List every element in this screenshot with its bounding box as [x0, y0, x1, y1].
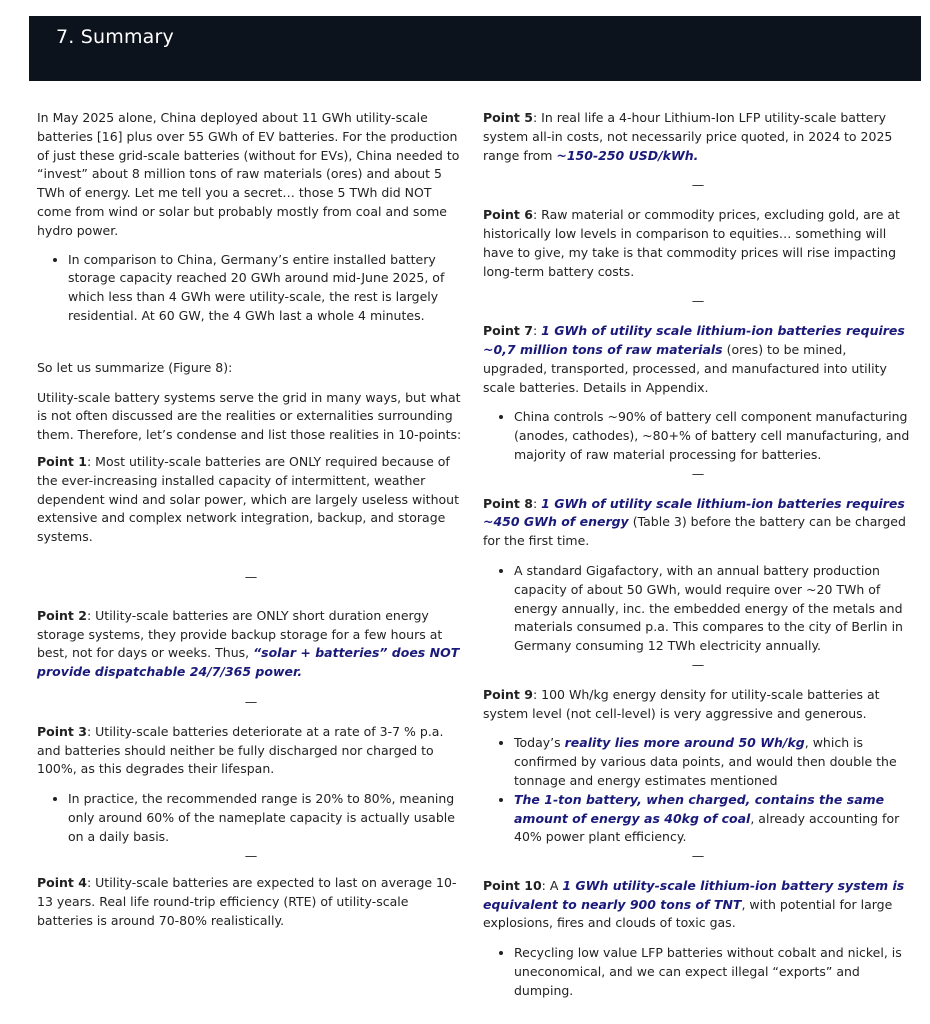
list-item: • In practice, the recommended range is 20% to 80%, meaning only around 60% of the nameplate capacity is actually usable on a daily basis.: [68, 790, 465, 846]
point-label: Point 4: [37, 875, 87, 891]
separator: —: [691, 293, 705, 309]
point-text: , with potential for large explosions, fires and clouds of toxic gas.: [483, 896, 893, 931]
section-header: [29, 16, 921, 81]
point-label: Point 3: [37, 723, 87, 739]
separator: —: [244, 568, 258, 584]
point-highlight: 1 GWh of utility scale lithium-ion batteries requires ~0,7 million tons of raw materials: [483, 323, 905, 357]
point-text: : Utility-scale batteries are expected to last on average 10-13 years. Real life round-trip efficiency (RTE) of utility-scale batteries is around 70-80% realistically.: [37, 875, 457, 928]
point-8: [483, 495, 913, 551]
point-label: Point 7: [483, 323, 533, 339]
list-item: • Recycling low value LFP batteries without cobalt and nickel, is uneconomical, and we can expect illegal “exports” and dumping.: [514, 944, 913, 1000]
point-label: Point 9: [483, 686, 533, 702]
point-text: : A: [541, 877, 563, 893]
point-text: : Utility-scale batteries deteriorate at a rate of 3-7 % p.a. and batteries should neither be fully discharged nor charged to 100%, as this degrades their lifespan.: [37, 723, 444, 777]
point-9-list: [483, 734, 913, 847]
point-3: [37, 723, 465, 779]
section-title: 7. Summary: [56, 26, 174, 48]
point-text: : 100 Wh/kg energy density for utility-scale batteries at system level (not cell-level) is very aggressive and generous.: [483, 686, 880, 721]
point-highlight: 1 GWh utility-scale lithium-ion battery system is equivalent to nearly 900 tons of TNT: [483, 877, 905, 912]
separator: —: [691, 465, 705, 481]
point-7: [483, 322, 913, 397]
point-highlight: 1 GWh of utility scale lithium-ion batteries requires ~450 GWh of energy: [483, 495, 905, 530]
separator: —: [244, 847, 258, 863]
right-column: [483, 109, 913, 1001]
list-item: • China controls ~90% of battery cell component manufacturing (anodes, cathodes), ~80+% of battery cell manufacturing, and majority of raw material processing for batteries.: [514, 408, 913, 464]
point-1: [37, 453, 465, 547]
point-4: [37, 874, 465, 930]
item-text: , already accounting for 40% power plant efficiency.: [514, 810, 900, 845]
point-text: : In real life a 4-hour Lithium-Ion LFP utility-scale battery system all-in costs, not necessarily price quoted, in 2024 to 2025 range from: [483, 110, 893, 163]
item-text: Today’s: [514, 735, 565, 751]
point-text: : Utility-scale batteries are ONLY short duration energy storage systems, they provide backup storage for a few hours at best, not for days or weeks. Thus,: [37, 607, 443, 661]
list-item: • A standard Gigafactory, with an annual battery production capacity of about 50 GWh, would require over ~20 TWh of energy annually, inc. the embedded energy of the metals and materials consumed p.a. This compares to the city of Berlin in Germany consuming 12 TWh electricity annually.: [514, 562, 913, 656]
point-5: [483, 109, 913, 165]
point-10: [483, 877, 913, 933]
point-label: Point 6: [483, 207, 533, 223]
overview-paragraph: Utility-scale battery systems serve the grid in many ways, but what is not often discussed are the realities or externalities surrounding them. Therefore, let’s condense and list those realities in 10-points:: [37, 389, 462, 443]
item-highlight: reality lies more around 50 Wh/kg: [564, 735, 805, 751]
point-6: [483, 206, 913, 281]
point-10-list: [483, 944, 913, 1000]
point-text: : Raw material or commodity prices, excluding gold, are at historically low levels in comparison to equities… something will have to give, my take is that commodity prices will rise impacting long-term battery costs.: [483, 207, 900, 279]
separator: —: [244, 693, 258, 709]
point-label: Point 8: [483, 495, 533, 511]
point-label: Point 5: [483, 110, 533, 125]
list-item: [514, 791, 913, 847]
point-text: : Most utility-scale batteries are ONLY required because of the ever-increasing installed capacity of intermittent, weather dependent wind and solar power, which are largely useless without extensive and complex network integration, backup, and storage systems.: [37, 453, 459, 545]
list-item: • In comparison to China, Germany’s entire installed battery storage capacity reached 20 GWh around mid-June 2025, of which less than 4 GWh were utility-scale, the rest is largely residential. At 60 GW, the 4 GWh last a whole 4 minutes.: [68, 251, 465, 326]
separator: —: [691, 848, 705, 864]
item-text: , which is confirmed by various data points, and would then double the tonnage and energy estimates mentioned: [514, 735, 897, 788]
point-text: (Table 3) before the battery can be charged for the first time.: [483, 514, 906, 549]
item-highlight: The 1-ton battery, when charged, contains the same amount of energy as 40kg of coal: [514, 791, 885, 826]
list-item: [514, 734, 913, 790]
intro-paragraph: In May 2025 alone, China deployed about 11 GWh utility-scale batteries [16] plus over 55 GWh of EV batteries. For the production of just these grid-scale batteries (without for EVs), China needed to “invest” about 8 million tons of raw materials (ores) and about 5 TWh of energy. Let me tell you a secret… those 5 TWh did NOT come from wind or solar but probably mostly from coal and some hydro power.: [37, 110, 460, 238]
point-text: :: [532, 323, 542, 339]
point-label: Point 1: [37, 453, 87, 469]
left-column: [37, 109, 465, 931]
summarize-line: So let us summarize (Figure 8):: [37, 359, 233, 375]
point-highlight: ~150-250 USD/kWh.: [556, 147, 699, 163]
point-label: Point 10: [483, 877, 542, 893]
point-8-list: [483, 562, 913, 656]
point-2: [37, 607, 465, 682]
separator: —: [691, 177, 705, 193]
point-text: (ores) to be mined, upgraded, transported, processed, and manufactured into utility scale batteries. Details in Appendix.: [483, 341, 887, 395]
point-label: Point 2: [37, 607, 87, 623]
point-text: :: [532, 495, 542, 511]
point-highlight: “solar + batteries” does NOT provide dispatchable 24/7/365 power.: [37, 645, 460, 680]
point-3-list: [37, 790, 465, 846]
point-9: [483, 686, 913, 724]
separator: —: [691, 656, 705, 672]
point-7-list: [483, 408, 913, 464]
germany-list: [37, 251, 465, 326]
